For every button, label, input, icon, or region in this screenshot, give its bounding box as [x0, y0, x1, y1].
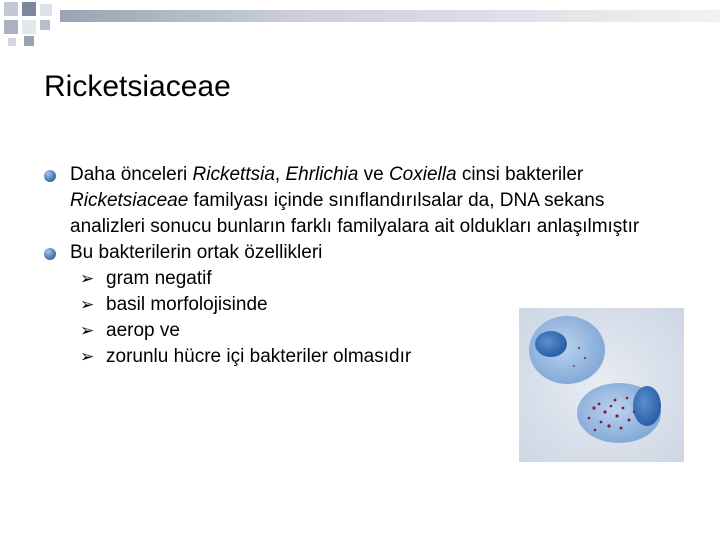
bullet-dot-icon — [44, 170, 56, 182]
microscopy-image — [519, 308, 684, 462]
bullet-text — [70, 242, 322, 263]
sub-bullet-text: zorunlu hücre içi bakteriler olmasıdır — [106, 346, 412, 367]
text-run: familyası içinde sınıflandırılsalar da, DNA sekans analizleri sonucu bunların farklı familyalara ait oldukları anlaşılmıştır — [70, 190, 640, 237]
text-run: Bu bakterilerin ortak özellikleri — [70, 242, 323, 263]
header-checker-decoration — [0, 0, 720, 48]
italic-term: Ehrlichia — [285, 164, 359, 185]
bullet-text — [70, 164, 639, 237]
sub-bullet-item — [44, 266, 684, 292]
slide-title: Ricketsiaceae — [44, 70, 231, 103]
text-run: Daha önceleri — [70, 164, 193, 185]
text-run: cinsi bakteriler — [456, 164, 584, 185]
sub-bullet-text: gram negatif — [106, 268, 212, 289]
arrow-bullet-icon: ➢ — [80, 347, 95, 366]
arrow-bullet-icon: ➢ — [80, 321, 95, 340]
italic-term: Coxiella — [388, 164, 457, 185]
text-run: , — [274, 164, 286, 185]
italic-term: Rickettsia — [192, 164, 275, 185]
bullet-item — [44, 162, 684, 240]
bullet-dot-icon — [44, 248, 56, 260]
arrow-bullet-icon: ➢ — [80, 295, 95, 314]
sub-bullet-text: aerop ve — [106, 320, 180, 341]
bullet-item — [44, 240, 684, 266]
text-run: ve — [358, 164, 389, 185]
arrow-bullet-icon: ➢ — [80, 269, 95, 288]
sub-bullet-text: basil morfolojisinde — [106, 294, 268, 315]
italic-term: Ricketsiaceae — [70, 190, 189, 211]
